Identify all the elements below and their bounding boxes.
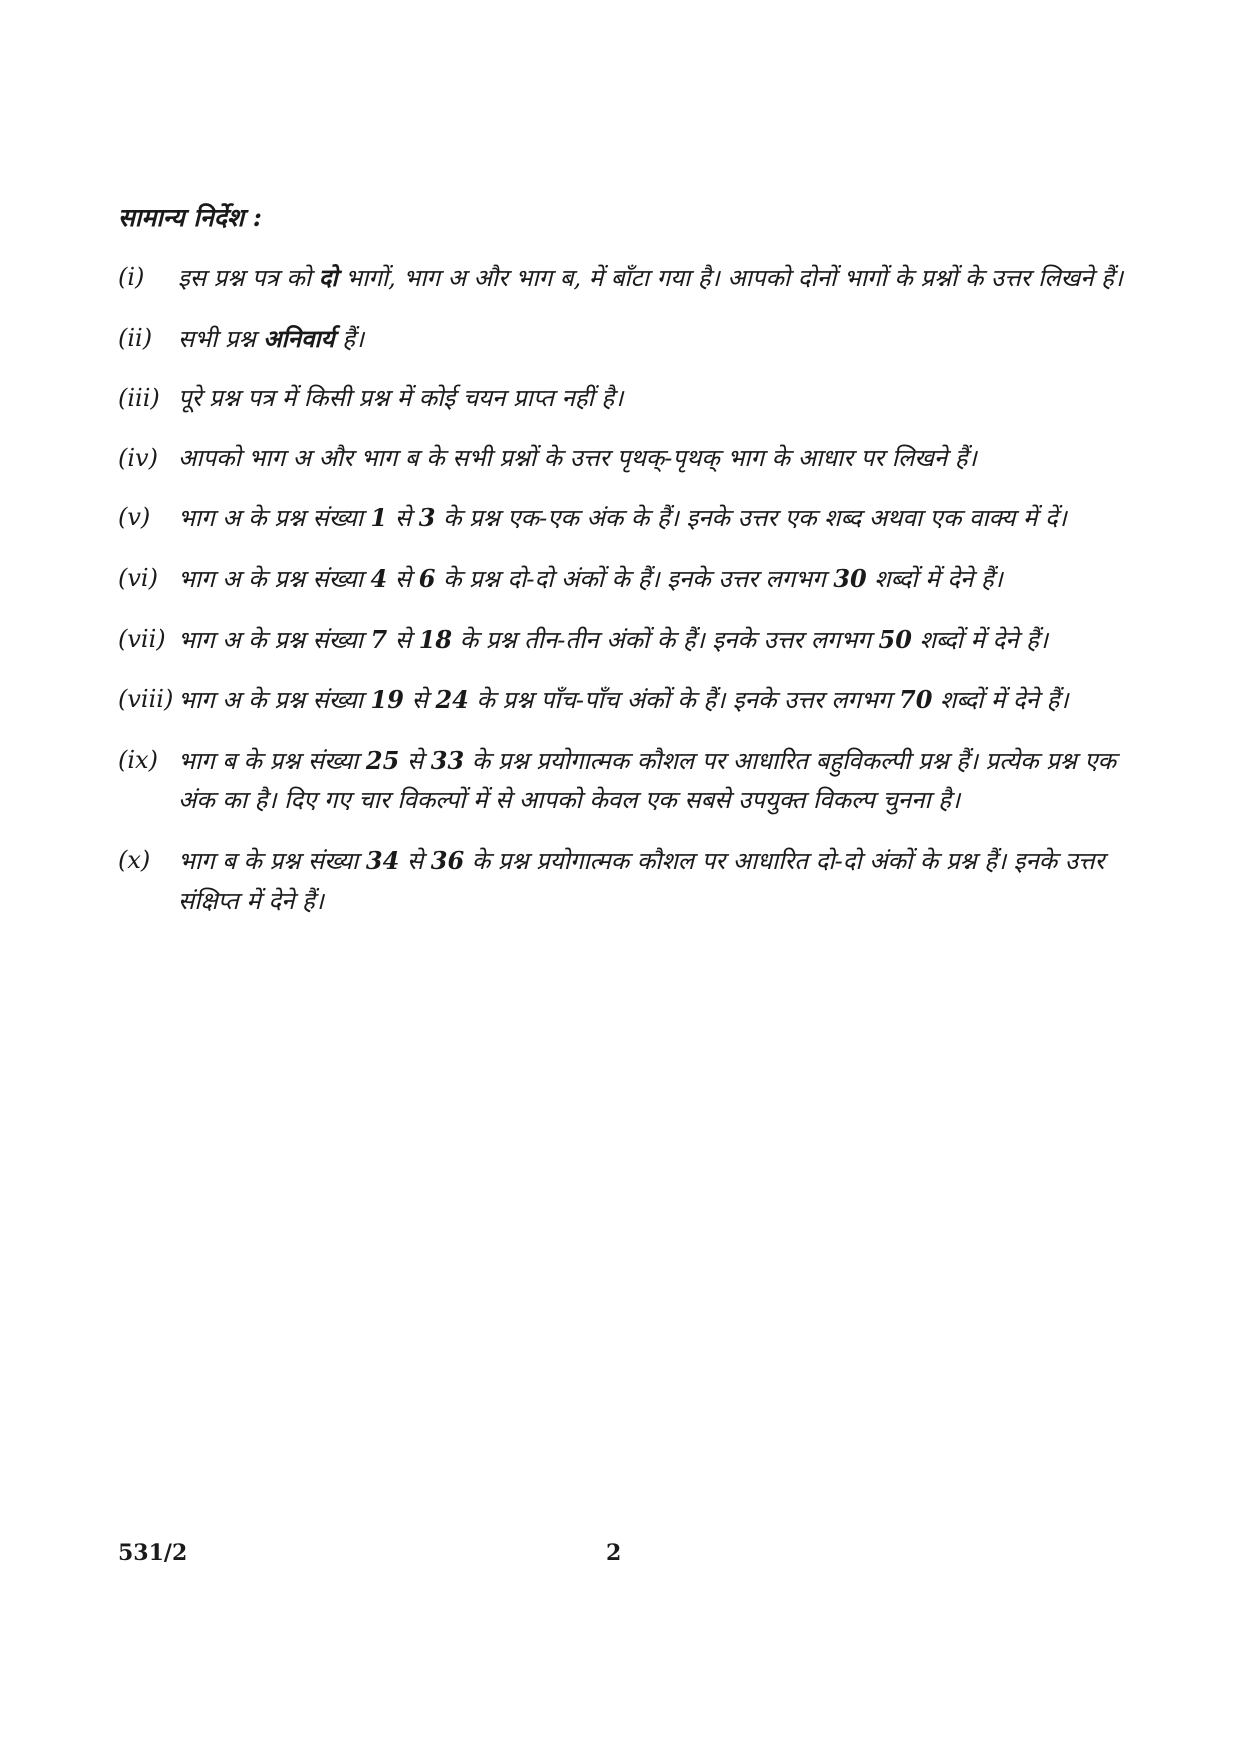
instruction-number: (iv) [118,443,158,472]
instruction-segment: पूरे प्रश्न पत्र में किसी प्रश्न में कोई चयन प्राप्त नहीं है। [178,384,624,413]
instruction-emphasis: 6 [418,563,436,593]
general-instructions-heading: सामान्य निर्देश : [118,203,262,232]
instruction-text [178,741,1128,821]
instruction-segment: से [399,746,431,775]
instruction-emphasis: 34 [365,845,400,875]
instruction-segment: भाग अ के प्रश्न संख्या [178,686,371,715]
instruction-text [178,498,1128,539]
instruction-emphasis: दो [318,263,338,292]
instruction-text [178,258,1128,299]
instruction-segment: हैं। [334,324,365,353]
instruction-emphasis: 7 [370,624,388,654]
instruction-item [118,498,1128,539]
instruction-text [178,559,1128,600]
instruction-emphasis: 33 [430,745,465,775]
instruction-emphasis: 30 [833,563,867,593]
instruction-item [118,741,1128,821]
instruction-number: (vii) [118,624,166,653]
instruction-number: (viii) [118,685,174,714]
instruction-segment: भाग ब के प्रश्न संख्या [178,746,366,775]
instruction-segment: भाग ब के प्रश्न संख्या [178,846,366,875]
instruction-item [118,559,1128,600]
instruction-number: (iii) [118,384,160,413]
instruction-item [118,841,1128,921]
instruction-segment: शब्दों में देने हैं। [911,625,1048,654]
instruction-number: (ii) [118,323,153,352]
instruction-emphasis: 36 [430,845,465,875]
instruction-segment: के प्रश्न पाँच-पाँच अंकों के हैं। इनके उत्तर लगभग [468,686,899,715]
instruction-segment: से [387,625,419,654]
instruction-text [178,680,1128,721]
instruction-segment: भाग अ के प्रश्न संख्या [178,564,371,593]
instruction-segment: के प्रश्न तीन-तीन अंकों के हैं। इनके उत्तर लगभग [452,625,879,654]
instruction-segment: आपको भाग अ और भाग ब के सभी प्रश्नों के उत्तर पृथक्-पृथक् भाग के आधार पर लिखने हैं। [178,443,977,472]
instruction-segment: के प्रश्न प्रयोगात्मक कौशल पर आधारित बहुविकल्पी प्रश्न हैं। प्रत्येक प्रश्न एक अंक का है। दिए गए चार विकल्पों में से आपको केवल एक सबसे उपयुक्त विकल्प चुनना है। [178,746,1117,815]
instruction-segment: के प्रश्न प्रयोगात्मक कौशल पर आधारित दो-दो अंकों के प्रश्न हैं। इनके उत्तर संक्षिप्त में देने हैं। [178,846,1105,915]
instruction-emphasis: 24 [435,685,469,715]
instruction-item [118,620,1128,661]
instruction-segment: के प्रश्न दो-दो अंकों के हैं। इनके उत्तर लगभग [435,564,834,593]
instruction-item [118,680,1128,721]
instruction-segment: सभी प्रश्न [178,324,264,353]
instruction-number: (vi) [118,563,158,592]
instruction-emphasis: 18 [418,624,453,654]
instruction-emphasis: 4 [370,563,388,593]
instruction-item [118,319,1128,360]
instruction-emphasis: 3 [418,503,436,533]
instruction-segment: से [387,504,419,533]
instruction-emphasis: 50 [878,624,912,654]
instruction-emphasis: 70 [899,685,933,715]
instruction-text [178,439,1128,479]
instruction-number: (v) [118,503,151,532]
instruction-emphasis: 25 [365,745,400,775]
instruction-text [178,620,1128,661]
instruction-segment: भाग अ के प्रश्न संख्या [178,504,371,533]
instruction-segment: भागों, भाग अ और भाग ब, में बाँटा गया है। आपको दोनों भागों के प्रश्नों के उत्तर लिखने हैं। [337,264,1124,292]
instruction-segment: शब्दों में देने हैं। [866,564,1003,593]
instruction-item [118,439,1128,479]
page-number: 2 [606,1540,622,1566]
instruction-segment: से [399,846,431,875]
instruction-number: (ix) [118,745,158,774]
instruction-text [178,319,1128,360]
instructions-list [118,258,1128,941]
instruction-item [118,258,1128,299]
instruction-text [178,841,1128,921]
instruction-emphasis: 1 [370,503,388,533]
instruction-segment: से [387,564,419,593]
instruction-text [178,379,1128,419]
instruction-number: (i) [118,263,145,291]
instruction-segment: के प्रश्न एक-एक अंक के हैं। इनके उत्तर एक शब्द अथवा एक वाक्य में दें। [435,504,1067,533]
instruction-number: (x) [118,845,151,874]
instruction-item [118,379,1128,419]
instruction-emphasis: 19 [370,685,404,715]
instruction-segment: इस प्रश्न पत्र को [178,264,319,292]
instruction-segment: से [403,686,436,715]
instruction-segment: भाग अ के प्रश्न संख्या [178,625,371,654]
instruction-emphasis: अनिवार्य [263,323,335,353]
paper-code: 531/2 [118,1540,188,1566]
instruction-segment: शब्दों में देने हैं। [932,686,1069,715]
